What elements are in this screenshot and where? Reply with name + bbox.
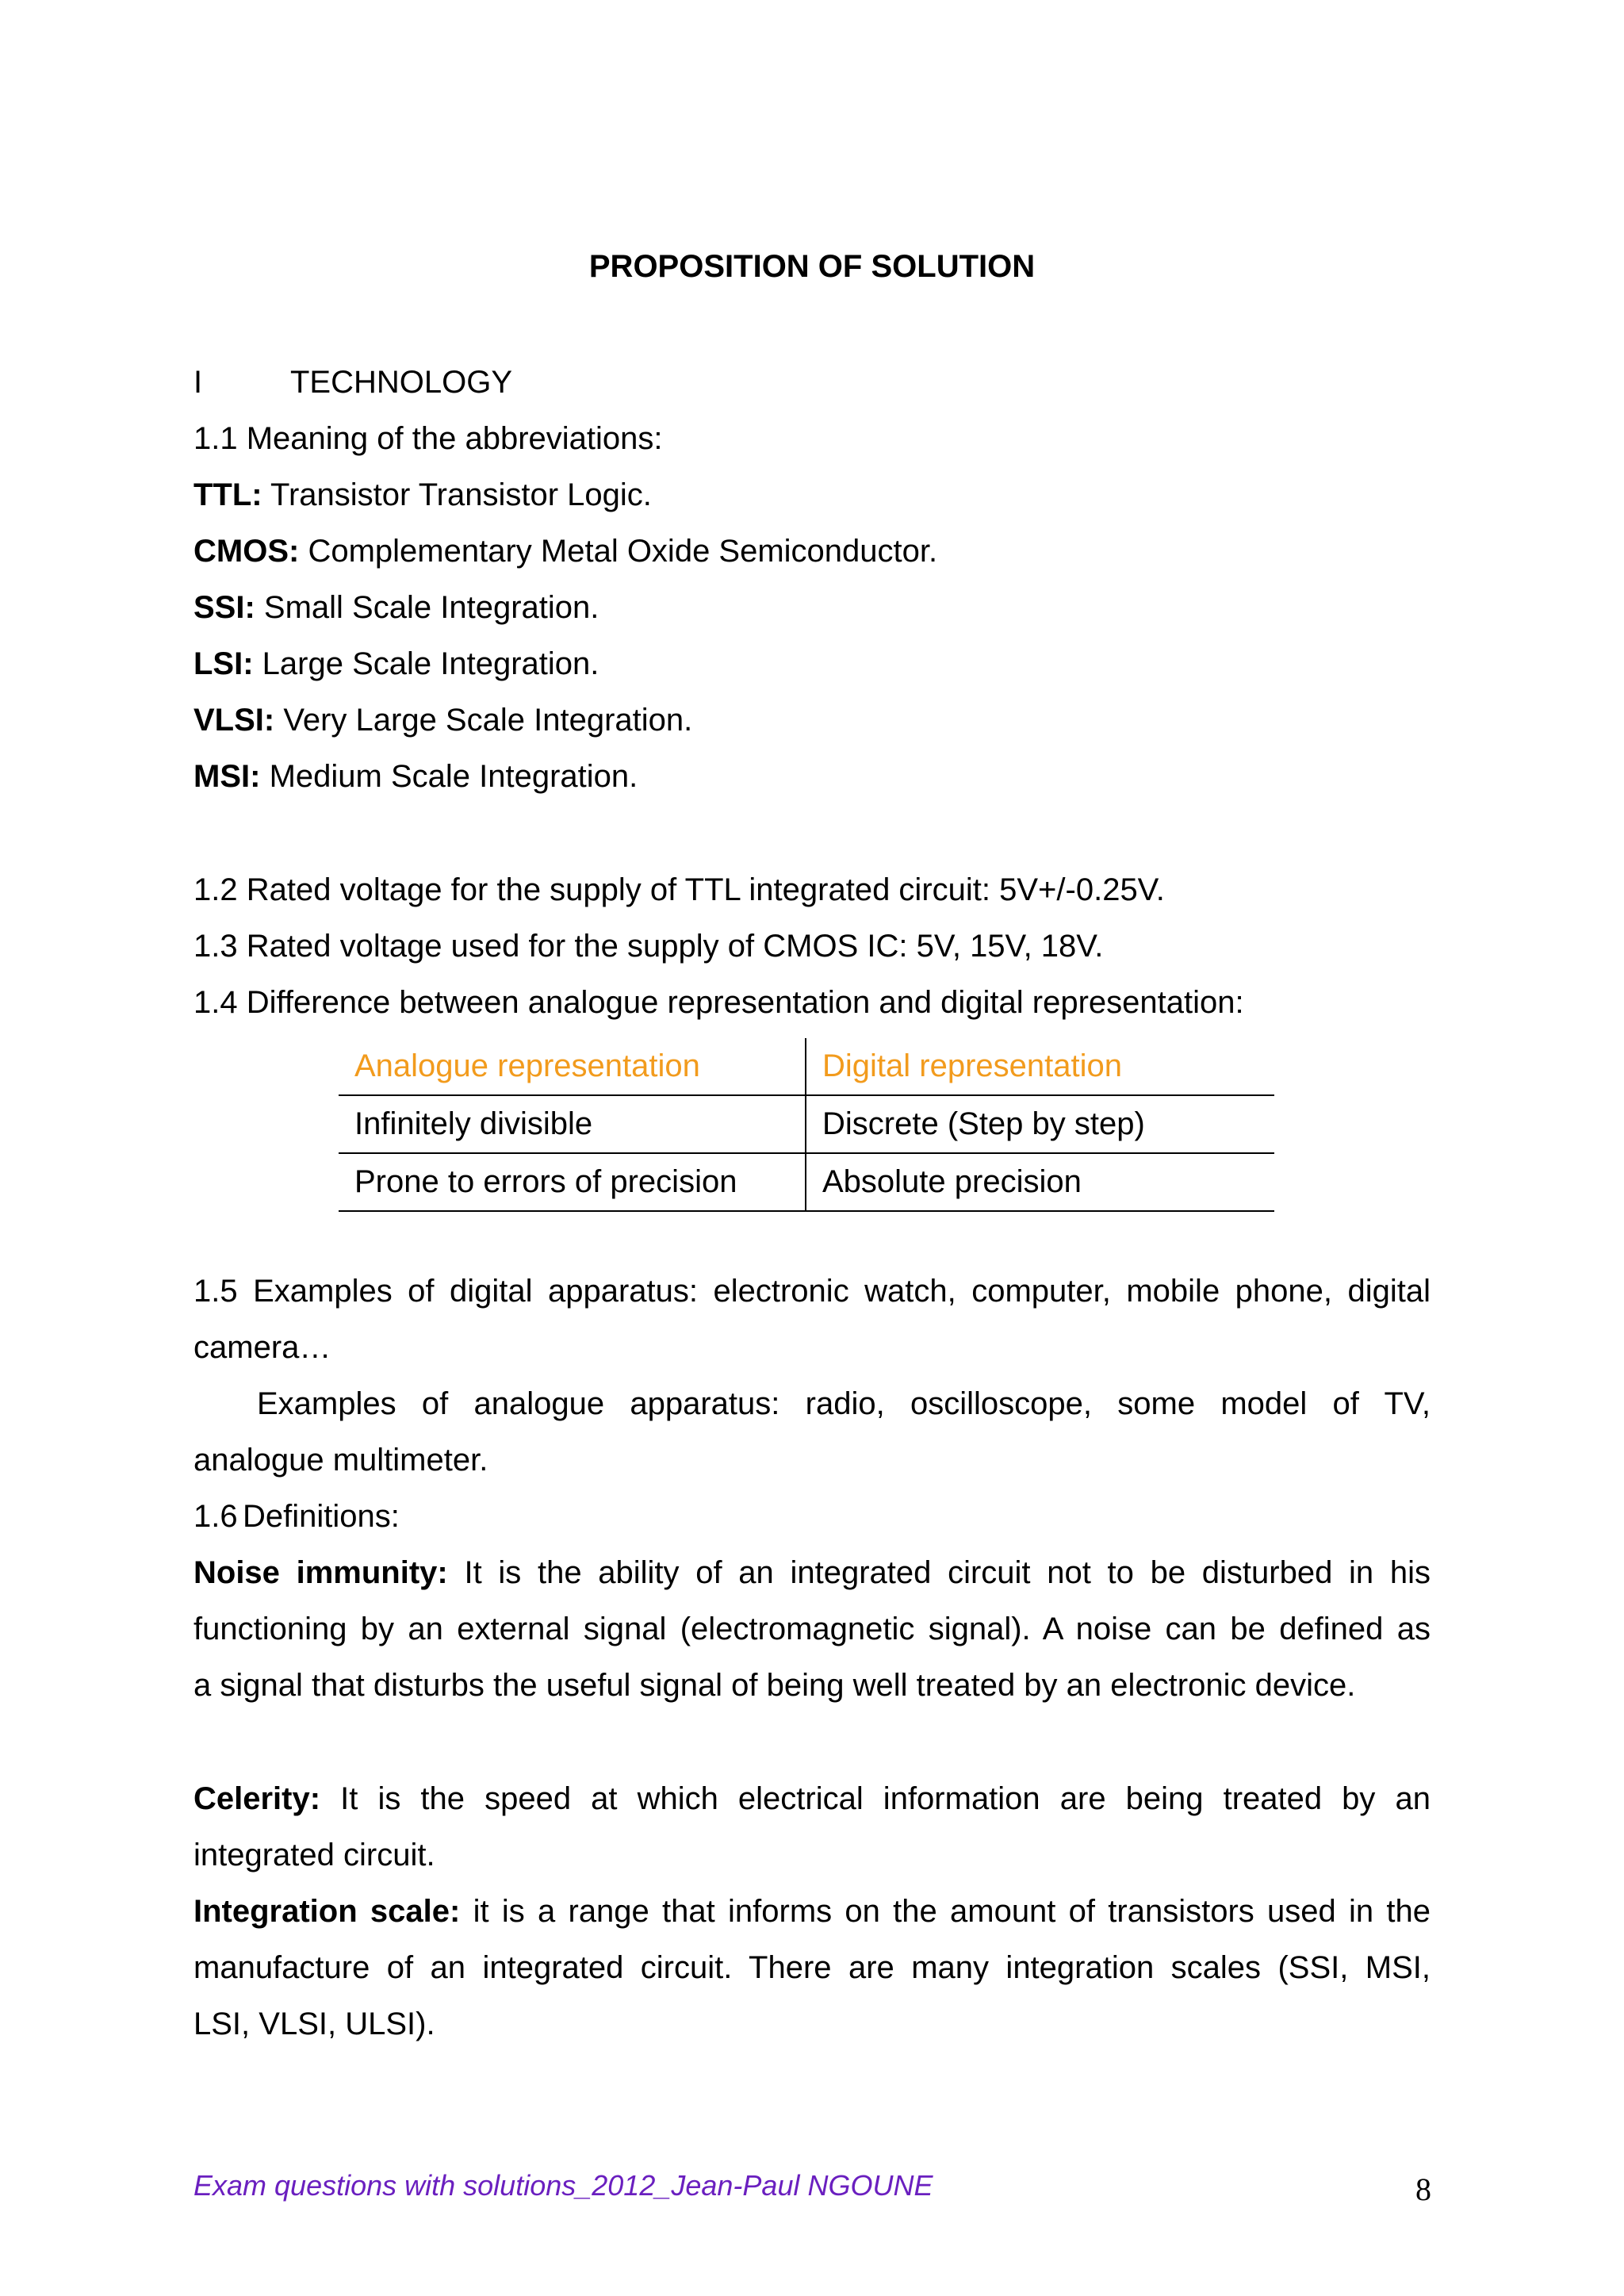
question-1-5-line1: 1.5 Examples of digital apparatus: electronic watch, computer, mobile phone, digital xyxy=(193,1274,1431,1309)
table-cell: Prone to errors of precision xyxy=(339,1153,806,1211)
table-row xyxy=(339,1153,1274,1211)
question-1-1: 1.1 Meaning of the abbreviations: xyxy=(193,421,663,456)
section-heading xyxy=(193,363,512,401)
integration-scale-line1 xyxy=(193,1892,1431,1930)
page-number: 8 xyxy=(1415,2171,1431,2207)
abbreviation-meaning: Large Scale Integration. xyxy=(262,646,599,681)
abbreviation-term: MSI: xyxy=(193,759,261,794)
table-cell: Absolute precision xyxy=(806,1153,1274,1211)
document-title: PROPOSITION OF SOLUTION xyxy=(588,249,1036,284)
definition-text: It is the ability of an integrated circuit not to be disturbed in his xyxy=(464,1555,1431,1590)
integration-scale-line3: LSI, VLSI, ULSI). xyxy=(193,2007,435,2041)
representation-table xyxy=(339,1038,1274,1212)
abbreviation-ssi xyxy=(193,588,599,627)
definition-text: it is a range that informs on the amount of transistors used in the xyxy=(473,1894,1431,1929)
definition-term: Noise immunity: xyxy=(193,1555,448,1590)
table-cell: Infinitely divisible xyxy=(339,1095,806,1153)
abbreviation-meaning: Transistor Transistor Logic. xyxy=(270,477,652,512)
table-header-analogue: Analogue representation xyxy=(339,1038,806,1095)
abbreviation-msi xyxy=(193,757,638,795)
question-1-6-number: 1.6 xyxy=(193,1499,238,1534)
abbreviation-meaning: Complementary Metal Oxide Semiconductor. xyxy=(308,534,938,569)
question-1-3: 1.3 Rated voltage used for the supply of CMOS IC: 5V, 15V, 18V. xyxy=(193,929,1104,964)
abbreviation-meaning: Very Large Scale Integration. xyxy=(283,703,693,738)
table-header-row xyxy=(339,1038,1274,1095)
noise-immunity-line1 xyxy=(193,1554,1431,1592)
noise-immunity-line2: functioning by an external signal (electromagnetic signal). A noise can be defined as xyxy=(193,1612,1431,1646)
abbreviation-meaning: Small Scale Integration. xyxy=(263,590,599,625)
abbreviation-term: SSI: xyxy=(193,590,255,625)
question-1-5-line2: camera… xyxy=(193,1330,331,1365)
section-number: I xyxy=(193,365,203,400)
integration-scale-line2: manufacture of an integrated circuit. There are many integration scales (SSI, MSI, xyxy=(193,1950,1431,1985)
table-cell: Discrete (Step by step) xyxy=(806,1095,1274,1153)
abbreviation-ttl xyxy=(193,476,652,514)
question-1-4: 1.4 Difference between analogue representation and digital representation: xyxy=(193,985,1244,1020)
abbreviation-lsi xyxy=(193,645,599,683)
abbreviation-vlsi xyxy=(193,701,692,739)
question-1-6-label: Definitions: xyxy=(243,1499,400,1534)
table-header-digital: Digital representation xyxy=(806,1038,1274,1095)
abbreviation-meaning: Medium Scale Integration. xyxy=(269,759,638,794)
section-label: TECHNOLOGY xyxy=(290,365,513,400)
table-row xyxy=(339,1095,1274,1153)
abbreviation-term: VLSI: xyxy=(193,703,275,738)
noise-immunity-line3: a signal that disturbs the useful signal of being well treated by an electronic device. xyxy=(193,1668,1356,1703)
definition-term: Celerity: xyxy=(193,1781,321,1816)
celerity-line2: integrated circuit. xyxy=(193,1838,435,1872)
definition-term: Integration scale: xyxy=(193,1894,461,1929)
abbreviation-term: TTL: xyxy=(193,477,262,512)
footer-text: Exam questions with solutions_2012_Jean-Paul NGOUNE xyxy=(193,2169,933,2202)
question-1-6 xyxy=(193,1497,400,1535)
question-1-2: 1.2 Rated voltage for the supply of TTL integrated circuit: 5V+/-0.25V. xyxy=(193,872,1165,907)
question-1-5-line4: analogue multimeter. xyxy=(193,1443,488,1478)
abbreviation-term: LSI: xyxy=(193,646,254,681)
abbreviation-term: CMOS: xyxy=(193,534,300,569)
celerity-line1 xyxy=(193,1780,1431,1818)
definition-text: It is the speed at which electrical information are being treated by an xyxy=(340,1781,1431,1816)
abbreviation-cmos xyxy=(193,532,937,570)
question-1-5-line3: Examples of analogue apparatus: radio, oscilloscope, some model of TV, xyxy=(257,1386,1431,1421)
